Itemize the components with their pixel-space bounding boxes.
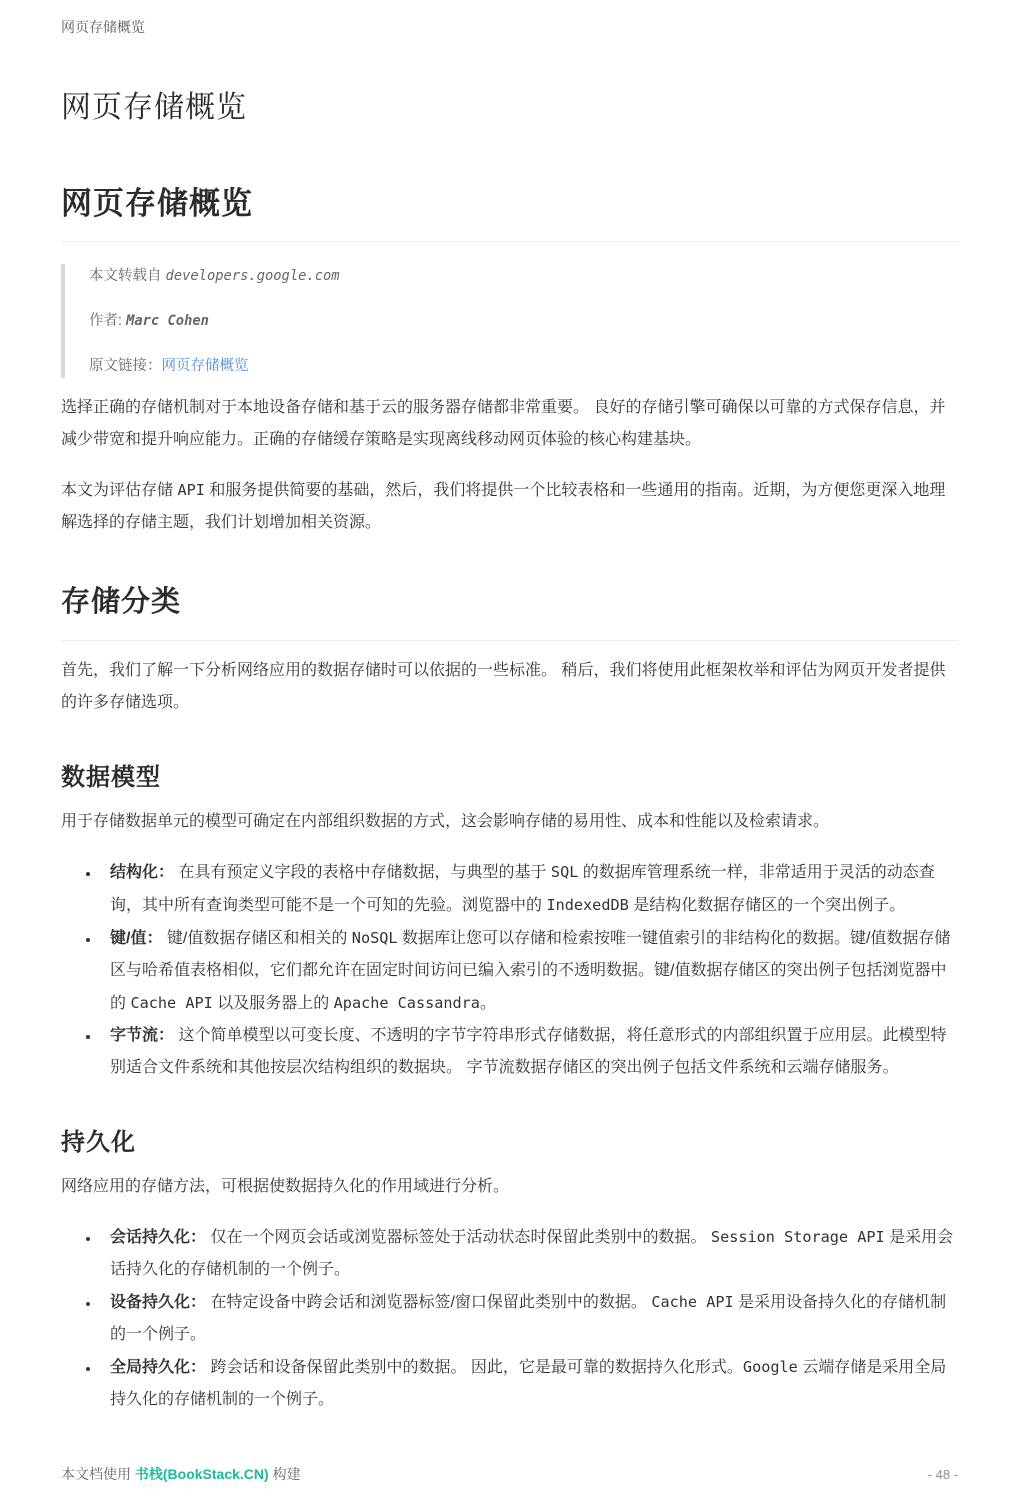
list-item <box>100 922 958 1020</box>
term-label: 结构化： <box>110 864 175 881</box>
original-article-link[interactable]: 网页存储概览 <box>161 358 249 374</box>
footer-build-note <box>61 1464 301 1484</box>
data-model-paragraph <box>61 806 958 838</box>
quote-line <box>89 266 958 286</box>
intro-paragraph-1 <box>61 392 958 456</box>
text-run: 首先，我们了解一下分析网络应用的数据存储时可以依据的一些标准。 稍后，我们将使用此框架枚举和评估为网页开发者提供的许多存储选项。 <box>61 662 946 711</box>
source-site: developers.google.com <box>165 268 340 284</box>
text-run: 仅在一个网页会话或浏览器标签处于活动状态时保留此类别中的数据。 <box>206 1229 711 1246</box>
text-run: 的数据库管理系统一样，非常适用于灵活的动态查询，其中所有查询类型可能不是一个可知的先验。浏览器中的 <box>110 864 935 914</box>
inline-code: SQL <box>550 863 579 881</box>
text-run: 本文转载自 <box>89 268 166 284</box>
author-name: Marc Cohen <box>126 313 209 329</box>
inline-code: Google <box>742 1358 798 1376</box>
page-number: - 48 - <box>927 1467 958 1482</box>
subsection-heading-data-model: 数据模型 <box>61 764 161 791</box>
text-run: 键/值数据存储区和相关的 <box>162 930 352 947</box>
text-run: 网络应用的存储方法，可根据使数据持久化的作用域进行分析。 <box>61 1178 510 1195</box>
inline-code: NoSQL <box>351 929 398 947</box>
quote-line <box>89 356 958 376</box>
text-run: 本文为评估存储 <box>61 482 178 499</box>
inline-code: Session Storage API <box>710 1228 885 1246</box>
inline-code: Cache API <box>651 1293 734 1311</box>
inline-code: Apache Cassandra <box>333 994 480 1012</box>
text-run: 和服务提供简要的基础，然后，我们将提供一个比较表格和一些通用的指南。近期，为方便您更深入地理解选择的存储主题，我们计划增加相关资源。 <box>61 482 946 531</box>
subsection-heading-persistence: 持久化 <box>61 1129 136 1156</box>
running-header: 网页存储概览 <box>61 19 145 35</box>
intro-paragraph-2 <box>61 474 958 539</box>
text-run: 跨会话和设备保留此类别中的数据。 因此，它是最可靠的数据持久化形式。 <box>206 1359 743 1376</box>
inline-code: Cache API <box>130 994 213 1012</box>
text-run: 是采用设备持久化的存储机制的一个例子。 <box>110 1294 947 1343</box>
quote-line <box>89 311 958 331</box>
term-label: 字节流： <box>110 1027 175 1044</box>
list-item <box>100 1286 958 1351</box>
text-run: 作者: <box>89 313 127 329</box>
term-label: 全局持久化： <box>110 1359 207 1376</box>
text-run: 这个简单模型以可变长度、不透明的字节字符串形式存储数据，将任意形式的内部组织置于应用层。此模型特别适合文件系统和其他按层次结构组织的数据块。 字节流数据存储区的突出例子包括文件系统和云端存储服务。 <box>110 1027 947 1076</box>
text-run: 数据库让您可以存储和检索按唯一键值索引的非结构化的数据。键/值数据存储区与哈希值表格相似，它们都允许在固定时间访问已编入索引的不透明数据。键/值数据存储区的突出例子包括浏览器中的 <box>110 930 951 1012</box>
term-label: 设备持久化： <box>110 1294 207 1311</box>
persistence-paragraph <box>61 1171 958 1203</box>
list-item <box>100 1221 958 1286</box>
text-run: 。 <box>479 995 496 1012</box>
term-label: 键/值： <box>110 930 163 947</box>
article-title: 网页存储概览 <box>61 178 958 242</box>
footer-suffix: 构建 <box>268 1466 301 1482</box>
inline-code: API <box>177 481 205 499</box>
text-run: 在特定设备中跨会话和浏览器标签/窗口保留此类别中的数据。 <box>206 1294 652 1311</box>
page-title: 网页存储概览 <box>61 91 247 124</box>
text-run: 是采用会话持久化的存储机制的一个例子。 <box>110 1229 954 1278</box>
source-attribution <box>61 264 958 378</box>
text-run: 选择正确的存储机制对于本地设备存储和基于云的服务器存储都非常重要。 良好的存储引擎可确保以可靠的方式保存信息，并减少带宽和提升响应能力。正确的存储缓存策略是实现离线移动网页体验的核心构建基块。 <box>61 399 946 448</box>
bookstack-link[interactable]: 书栈(BookStack.CN) <box>134 1466 269 1482</box>
section-heading-storage-categories: 存储分类 <box>61 579 958 641</box>
list-item <box>100 1020 958 1084</box>
text-run: 是结构化数据存储区的一个突出例子。 <box>628 897 906 914</box>
text-run: 以及服务器上的 <box>212 995 334 1012</box>
text-run: 在具有预定义字段的表格中存储数据，与典型的基于 <box>174 864 551 881</box>
inline-code: IndexedDB <box>546 896 629 914</box>
term-label: 会话持久化： <box>110 1229 207 1246</box>
page-footer <box>61 1438 958 1500</box>
storage-categories-paragraph <box>61 655 958 719</box>
article-content <box>61 242 958 1438</box>
footer-prefix: 本文档使用 <box>61 1466 135 1482</box>
list-item <box>100 1351 958 1416</box>
text-run: 原文链接： <box>89 358 162 374</box>
list-item <box>100 856 958 922</box>
text-run: 用于存储数据单元的模型可确定在内部组织数据的方式，这会影响存储的易用性、成本和性能以及检索请求。 <box>61 813 830 830</box>
persistence-list <box>61 1221 958 1416</box>
data-model-list <box>61 856 958 1084</box>
text-run: 云端存储是采用全局持久化的存储机制的一个例子。 <box>110 1359 947 1408</box>
